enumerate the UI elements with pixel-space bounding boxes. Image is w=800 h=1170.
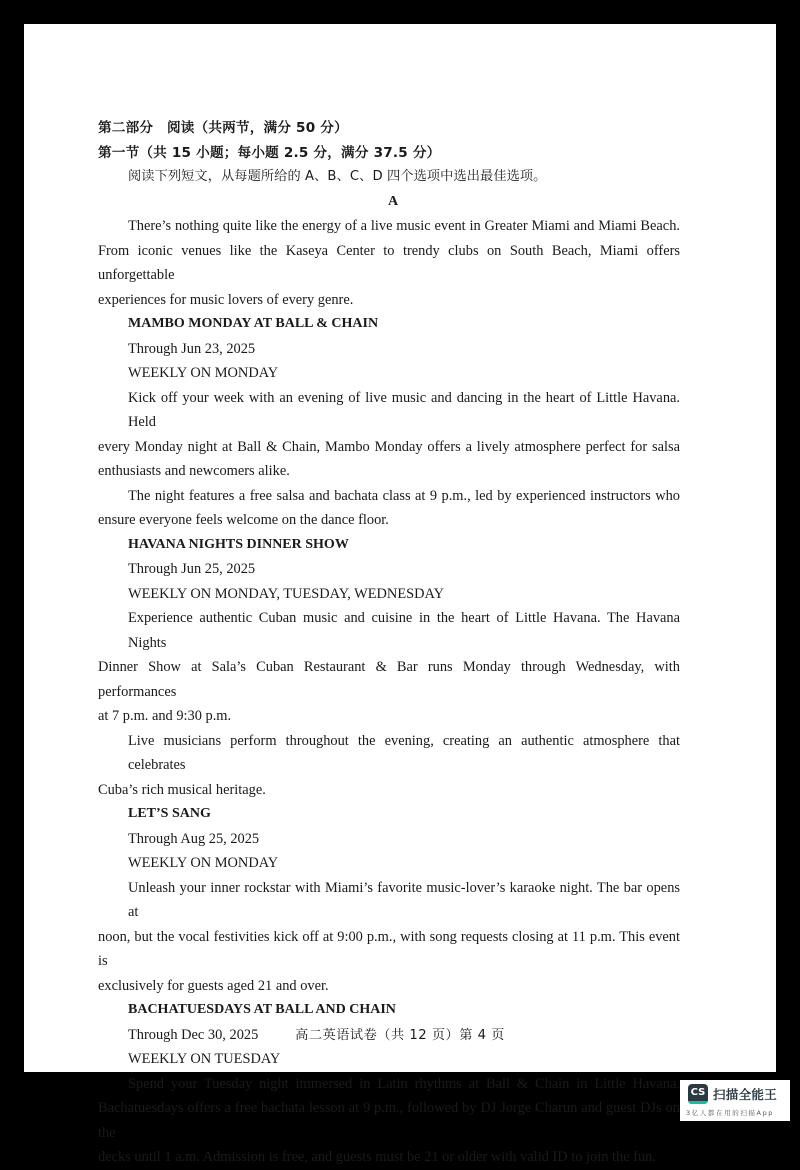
event-paragraph	[98, 386, 680, 484]
text-line: experiences for music lovers of every genre.	[98, 291, 354, 308]
event-schedule: WEEKLY ON MONDAY	[128, 855, 279, 871]
subsection-heading: 第一节（共 15 小题；每小题 2.5 分，满分 37.5 分）	[98, 144, 441, 161]
watermark-app-name: 扫描全能王	[713, 1087, 778, 1102]
camscanner-logo-icon: CS	[688, 1084, 708, 1104]
text-line: every Monday night at Ball & Chain, Mambo Monday offers a lively atmosphere perfect for salsa	[98, 438, 680, 455]
event-title: MAMBO MONDAY AT BALL & CHAIN	[128, 316, 379, 331]
event-title: HAVANA NIGHTS DINNER SHOW	[128, 536, 349, 552]
event-schedule: WEEKLY ON MONDAY	[128, 365, 279, 381]
event-title: LET’S SANG	[128, 806, 211, 821]
watermark-tagline: 3亿人都在用的扫描App	[686, 1109, 775, 1117]
event-through-date: Through Aug 25, 2025	[128, 830, 260, 847]
intro-paragraph	[98, 214, 680, 312]
event-paragraph	[98, 876, 680, 999]
event-paragraph	[98, 1072, 680, 1170]
event-title: BACHATUESDAYS AT BALL AND CHAIN	[128, 1002, 396, 1017]
scanner-watermark	[680, 1080, 790, 1121]
event-lets-sang	[98, 802, 680, 998]
text-line: decks until 1 a.m. Admission is free, and guests must be 21 or older with valid ID to join the fun.	[98, 1149, 656, 1165]
text-line: at 7 p.m. and 9:30 p.m.	[98, 708, 232, 724]
event-through-date: Through Jun 25, 2025	[128, 561, 256, 577]
text-line: Kick off your week with an evening of live music and dancing in the heart of Little Havana. Held	[128, 389, 680, 430]
text-line: The night features a free salsa and bachata class at 9 p.m., led by experienced instructors who	[128, 487, 680, 504]
text-line: enthusiasts and newcomers alike.	[98, 463, 290, 479]
event-schedule: WEEKLY ON TUESDAY	[128, 1051, 281, 1067]
event-mambo-monday	[98, 312, 680, 533]
text-line: From iconic venues like the Kaseya Center to trendy clubs on South Beach, Miami offers unforgettable	[98, 242, 680, 283]
event-paragraph	[98, 606, 680, 729]
text-line: Dinner Show at Sala’s Cuban Restaurant & Bar runs Monday through Wednesday, with performances	[98, 659, 680, 700]
page-content	[98, 116, 680, 1170]
page-footer: 高二英语试卷（共 12 页）第 4 页	[295, 1028, 505, 1043]
text-line: Cuba’s rich musical heritage.	[98, 781, 266, 798]
event-havana-nights	[98, 533, 680, 803]
passage-letter: A	[387, 193, 399, 209]
text-line: There’s nothing quite like the energy of a live music event in Greater Miami and Miami Beach.	[128, 218, 680, 234]
text-line: exclusively for guests aged 21 and over.	[98, 977, 329, 994]
text-line: Bachatuesdays offers a free bachata lesson at 9 p.m., followed by DJ Jorge Charun and guest DJs on the	[98, 1100, 680, 1141]
text-line: Experience authentic Cuban music and cuisine in the heart of Little Havana. The Havana Nights	[128, 610, 680, 651]
event-schedule: WEEKLY ON MONDAY, TUESDAY, WEDNESDAY	[128, 585, 444, 602]
text-line: Spend your Tuesday night immersed in Latin rhythms at Ball & Chain in Little Havana.	[128, 1075, 680, 1092]
text-line: Live musicians perform throughout the evening, creating an authentic atmosphere that celebrates	[128, 732, 680, 773]
text-line: Unleash your inner rockstar with Miami’s favorite music-lover’s karaoke night. The bar opens at	[128, 879, 680, 920]
event-through-date: Through Jun 23, 2025	[128, 340, 256, 357]
text-line: noon, but the vocal festivities kick off at 9:00 p.m., with song requests closing at 11 p.m. This event is	[98, 928, 680, 969]
event-through-date: Through Dec 30, 2025	[128, 1026, 259, 1043]
instructions: 阅读下列短文，从每题所给的 A、B、C、D 四个选项中选出最佳选项。	[128, 169, 547, 184]
event-paragraph	[98, 729, 680, 803]
text-line: ensure everyone feels welcome on the dance floor.	[98, 512, 389, 528]
event-paragraph	[98, 484, 680, 533]
part-heading: 第二部分 阅读（共两节，满分 50 分）	[98, 120, 348, 136]
